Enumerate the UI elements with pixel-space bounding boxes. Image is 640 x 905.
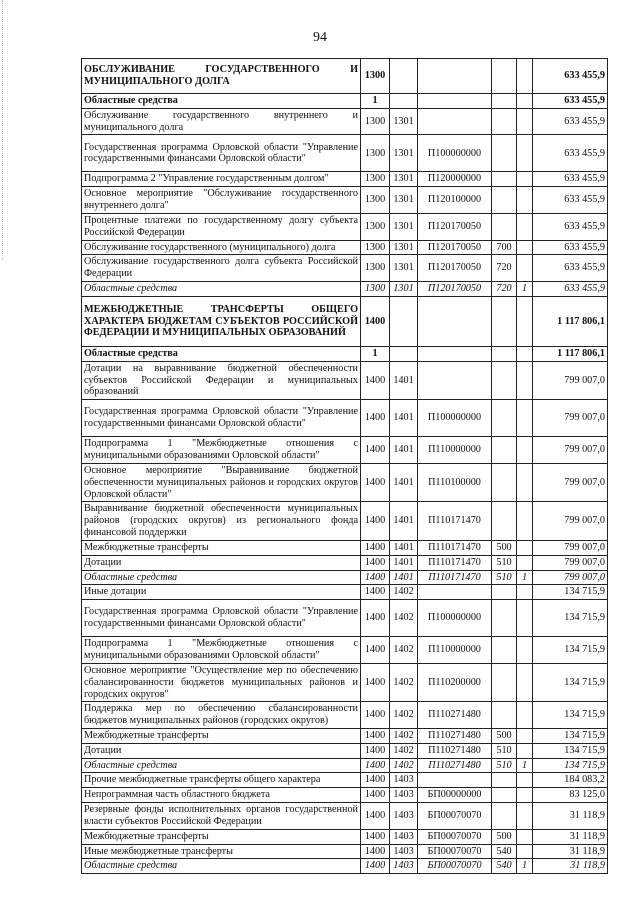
- subsection-code: 1301: [390, 172, 418, 187]
- subsection-code: 1402: [390, 743, 418, 758]
- table-row: [82, 773, 608, 788]
- target-article-code: П110100000: [418, 463, 492, 501]
- funding-source-code: [517, 59, 533, 94]
- amount: 633 455,9: [533, 94, 608, 109]
- amount: 31 118,9: [533, 803, 608, 830]
- subsection-code: 1301: [390, 187, 418, 214]
- table-row: [82, 844, 608, 859]
- section-code: 1400: [361, 555, 390, 570]
- expense-type-code: [492, 463, 517, 501]
- expense-type-code: 720: [492, 255, 517, 282]
- table-row: [82, 187, 608, 214]
- section-code: 1300: [361, 255, 390, 282]
- row-name: Подпрограмма 1 "Межбюджетные отношения с муниципальными образованиями Орловской области": [82, 637, 361, 664]
- table-row: [82, 702, 608, 729]
- target-article-code: П110171470: [418, 555, 492, 570]
- row-name: Подпрограмма 2 "Управление государственным долгом": [82, 172, 361, 187]
- table-row: [82, 255, 608, 282]
- table-row: [82, 59, 608, 94]
- subsection-code: 1401: [390, 400, 418, 437]
- subsection-code: 1402: [390, 702, 418, 729]
- row-name: Областные средства: [82, 346, 361, 361]
- section-code: 1400: [361, 437, 390, 464]
- target-article-code: П110271480: [418, 743, 492, 758]
- target-article-code: П120170050: [418, 213, 492, 240]
- expense-type-code: 510: [492, 743, 517, 758]
- row-name: Основное мероприятие "Осуществление мер по обеспечению сбалансированности бюджетов муниципальных районов и городских округов": [82, 663, 361, 701]
- section-code: 1: [361, 346, 390, 361]
- row-name: Дотации: [82, 555, 361, 570]
- amount: 799 007,0: [533, 361, 608, 399]
- funding-source-code: [517, 172, 533, 187]
- expense-type-code: [492, 663, 517, 701]
- subsection-code: 1401: [390, 570, 418, 585]
- expense-type-code: [492, 346, 517, 361]
- amount: 799 007,0: [533, 437, 608, 464]
- subsection-code: 1402: [390, 758, 418, 773]
- subsection-code: 1403: [390, 788, 418, 803]
- subsection-code: 1402: [390, 728, 418, 743]
- expense-type-code: 500: [492, 728, 517, 743]
- subsection-code: 1401: [390, 502, 418, 540]
- subsection-code: 1401: [390, 463, 418, 501]
- funding-source-code: [517, 108, 533, 135]
- amount: 83 125,0: [533, 788, 608, 803]
- funding-source-code: [517, 255, 533, 282]
- target-article-code: П120100000: [418, 187, 492, 214]
- target-article-code: [418, 361, 492, 399]
- amount: 799 007,0: [533, 570, 608, 585]
- table-row: [82, 637, 608, 664]
- funding-source-code: [517, 788, 533, 803]
- funding-source-code: [517, 361, 533, 399]
- funding-source-code: [517, 540, 533, 555]
- subsection-code: 1401: [390, 361, 418, 399]
- subsection-code: 1301: [390, 108, 418, 135]
- target-article-code: П120170050: [418, 282, 492, 297]
- amount: 633 455,9: [533, 240, 608, 255]
- amount: 633 455,9: [533, 135, 608, 172]
- funding-source-code: 1: [517, 859, 533, 874]
- subsection-code: 1301: [390, 213, 418, 240]
- target-article-code: БП00070070: [418, 829, 492, 844]
- amount: 1 117 806,1: [533, 346, 608, 361]
- amount: 31 118,9: [533, 829, 608, 844]
- amount: 134 715,9: [533, 663, 608, 701]
- row-name: Иные дотации: [82, 585, 361, 600]
- row-name: Дотации на выравнивание бюджетной обеспеченности субъектов Российской Федерации и муниципальных образований: [82, 361, 361, 399]
- funding-source-code: [517, 702, 533, 729]
- expense-type-code: [492, 172, 517, 187]
- target-article-code: П120170050: [418, 240, 492, 255]
- section-code: 1400: [361, 773, 390, 788]
- amount: 31 118,9: [533, 844, 608, 859]
- funding-source-code: [517, 296, 533, 346]
- funding-source-code: [517, 187, 533, 214]
- target-article-code: П110271480: [418, 702, 492, 729]
- row-name: Государственная программа Орловской области "Управление государственными финансами Орловской области": [82, 400, 361, 437]
- section-code: 1400: [361, 361, 390, 399]
- subsection-code: [390, 94, 418, 109]
- section-code: 1400: [361, 540, 390, 555]
- row-name: Областные средства: [82, 570, 361, 585]
- row-name: ОБСЛУЖИВАНИЕ ГОСУДАРСТВЕННОГО И МУНИЦИПАЛЬНОГО ДОЛГА: [82, 59, 361, 94]
- expense-type-code: 510: [492, 570, 517, 585]
- budget-table: [81, 58, 608, 874]
- row-name: Областные средства: [82, 758, 361, 773]
- row-name: Областные средства: [82, 94, 361, 109]
- funding-source-code: 1: [517, 570, 533, 585]
- expense-type-code: [492, 361, 517, 399]
- row-name: Выравнивание бюджетной обеспеченности муниципальных районов (городских округов) из регионального фонда финансовой поддержки: [82, 502, 361, 540]
- target-article-code: П110171470: [418, 570, 492, 585]
- funding-source-code: [517, 437, 533, 464]
- expense-type-code: 720: [492, 282, 517, 297]
- target-article-code: П120170050: [418, 255, 492, 282]
- table-row: [82, 803, 608, 830]
- table-row: [82, 502, 608, 540]
- row-name: Основное мероприятие "Выравнивание бюджетной обеспеченности муниципальных районов и городских округов Орловской области": [82, 463, 361, 501]
- expense-type-code: [492, 187, 517, 214]
- funding-source-code: [517, 844, 533, 859]
- target-article-code: П100000000: [418, 400, 492, 437]
- target-article-code: [418, 346, 492, 361]
- row-name: Основное мероприятие "Обслуживание государственного внутреннего долга": [82, 187, 361, 214]
- table-row: [82, 728, 608, 743]
- amount: 1 117 806,1: [533, 296, 608, 346]
- amount: 633 455,9: [533, 255, 608, 282]
- table-row: [82, 585, 608, 600]
- amount: 799 007,0: [533, 555, 608, 570]
- funding-source-code: [517, 600, 533, 637]
- subsection-code: [390, 346, 418, 361]
- section-code: 1300: [361, 240, 390, 255]
- section-code: 1400: [361, 728, 390, 743]
- section-code: 1400: [361, 859, 390, 874]
- table-row: [82, 400, 608, 437]
- funding-source-code: [517, 502, 533, 540]
- table-row: [82, 600, 608, 637]
- row-name: Межбюджетные трансферты: [82, 728, 361, 743]
- subsection-code: 1402: [390, 637, 418, 664]
- target-article-code: [418, 585, 492, 600]
- expense-type-code: [492, 585, 517, 600]
- table-row: [82, 463, 608, 501]
- expense-type-code: [492, 296, 517, 346]
- subsection-code: [390, 296, 418, 346]
- amount: 633 455,9: [533, 59, 608, 94]
- funding-source-code: [517, 743, 533, 758]
- funding-source-code: [517, 555, 533, 570]
- row-name: Прочие межбюджетные трансферты общего характера: [82, 773, 361, 788]
- target-article-code: П110200000: [418, 663, 492, 701]
- subsection-code: 1301: [390, 135, 418, 172]
- section-code: 1400: [361, 400, 390, 437]
- expense-type-code: 500: [492, 829, 517, 844]
- target-article-code: [418, 59, 492, 94]
- target-article-code: П100000000: [418, 135, 492, 172]
- table-row: [82, 240, 608, 255]
- expense-type-code: [492, 400, 517, 437]
- row-name: Обслуживание государственного долга субъекта Российской Федерации: [82, 255, 361, 282]
- expense-type-code: [492, 59, 517, 94]
- subsection-code: 1403: [390, 859, 418, 874]
- subsection-code: 1401: [390, 437, 418, 464]
- row-name: Обслуживание государственного (муниципального) долга: [82, 240, 361, 255]
- amount: 134 715,9: [533, 600, 608, 637]
- table-row: [82, 743, 608, 758]
- funding-source-code: [517, 463, 533, 501]
- expense-type-code: [492, 108, 517, 135]
- section-code: 1400: [361, 702, 390, 729]
- subsection-code: 1301: [390, 240, 418, 255]
- funding-source-code: [517, 346, 533, 361]
- row-name: Дотации: [82, 743, 361, 758]
- row-name: Межбюджетные трансферты: [82, 829, 361, 844]
- funding-source-code: [517, 637, 533, 664]
- expense-type-code: 510: [492, 758, 517, 773]
- amount: 633 455,9: [533, 172, 608, 187]
- row-name: Непрограммная часть областного бюджета: [82, 788, 361, 803]
- row-name: Подпрограмма 1 "Межбюджетные отношения с муниципальными образованиями Орловской области": [82, 437, 361, 464]
- target-article-code: П120000000: [418, 172, 492, 187]
- amount: 799 007,0: [533, 463, 608, 501]
- expense-type-code: 510: [492, 555, 517, 570]
- table-row: [82, 570, 608, 585]
- target-article-code: [418, 773, 492, 788]
- expense-type-code: [492, 502, 517, 540]
- target-article-code: П100000000: [418, 600, 492, 637]
- subsection-code: 1301: [390, 255, 418, 282]
- target-article-code: П110000000: [418, 437, 492, 464]
- section-code: 1300: [361, 282, 390, 297]
- row-name: Межбюджетные трансферты: [82, 540, 361, 555]
- amount: 184 083,2: [533, 773, 608, 788]
- target-article-code: П110000000: [418, 637, 492, 664]
- expense-type-code: [492, 94, 517, 109]
- target-article-code: БП00070070: [418, 844, 492, 859]
- table-row: [82, 829, 608, 844]
- table-row: [82, 108, 608, 135]
- row-name: Государственная программа Орловской области "Управление государственными финансами Орловской области": [82, 600, 361, 637]
- section-code: 1400: [361, 663, 390, 701]
- page-number: 94: [313, 30, 327, 45]
- amount: 799 007,0: [533, 502, 608, 540]
- subsection-code: 1403: [390, 829, 418, 844]
- expense-type-code: 700: [492, 240, 517, 255]
- amount: 633 455,9: [533, 187, 608, 214]
- subsection-code: 1403: [390, 844, 418, 859]
- subsection-code: 1401: [390, 540, 418, 555]
- table-row: [82, 296, 608, 346]
- target-article-code: П110171470: [418, 502, 492, 540]
- row-name: Областные средства: [82, 282, 361, 297]
- funding-source-code: [517, 213, 533, 240]
- row-name: Поддержка мер по обеспечению сбалансированности бюджетов муниципальных районов (городских округов): [82, 702, 361, 729]
- funding-source-code: [517, 400, 533, 437]
- table-row: [82, 94, 608, 109]
- table-row: [82, 555, 608, 570]
- section-code: 1400: [361, 758, 390, 773]
- subsection-code: 1403: [390, 803, 418, 830]
- expense-type-code: [492, 788, 517, 803]
- expense-type-code: [492, 803, 517, 830]
- section-code: 1400: [361, 829, 390, 844]
- expense-type-code: [492, 135, 517, 172]
- table-row: [82, 758, 608, 773]
- funding-source-code: [517, 728, 533, 743]
- target-article-code: [418, 108, 492, 135]
- target-article-code: БП00070070: [418, 803, 492, 830]
- target-article-code: БП00000000: [418, 788, 492, 803]
- amount: 134 715,9: [533, 702, 608, 729]
- target-article-code: П110171470: [418, 540, 492, 555]
- amount: 633 455,9: [533, 108, 608, 135]
- section-code: 1300: [361, 213, 390, 240]
- expense-type-code: [492, 600, 517, 637]
- section-code: 1400: [361, 743, 390, 758]
- amount: 134 715,9: [533, 758, 608, 773]
- subsection-code: 1402: [390, 663, 418, 701]
- funding-source-code: [517, 135, 533, 172]
- expense-type-code: [492, 213, 517, 240]
- target-article-code: П110271480: [418, 758, 492, 773]
- subsection-code: 1401: [390, 555, 418, 570]
- funding-source-code: 1: [517, 758, 533, 773]
- expense-type-code: 540: [492, 859, 517, 874]
- table-row: [82, 540, 608, 555]
- section-code: 1300: [361, 135, 390, 172]
- expense-type-code: [492, 637, 517, 664]
- section-code: 1400: [361, 296, 390, 346]
- section-code: 1300: [361, 187, 390, 214]
- section-code: 1: [361, 94, 390, 109]
- section-code: 1400: [361, 570, 390, 585]
- table-row: [82, 135, 608, 172]
- subsection-code: 1403: [390, 773, 418, 788]
- funding-source-code: 1: [517, 282, 533, 297]
- section-code: 1400: [361, 788, 390, 803]
- expense-type-code: [492, 702, 517, 729]
- table-row: [82, 788, 608, 803]
- section-code: 1400: [361, 502, 390, 540]
- section-code: 1300: [361, 59, 390, 94]
- section-code: 1300: [361, 108, 390, 135]
- table-row: [82, 282, 608, 297]
- section-code: 1400: [361, 463, 390, 501]
- amount: 799 007,0: [533, 400, 608, 437]
- section-code: 1300: [361, 172, 390, 187]
- table-row: [82, 663, 608, 701]
- amount: 31 118,9: [533, 859, 608, 874]
- row-name: Государственная программа Орловской области "Управление государственными финансами Орловской области": [82, 135, 361, 172]
- section-code: 1400: [361, 600, 390, 637]
- expense-type-code: 540: [492, 844, 517, 859]
- funding-source-code: [517, 585, 533, 600]
- subsection-code: 1402: [390, 600, 418, 637]
- section-code: 1400: [361, 637, 390, 664]
- amount: 134 715,9: [533, 585, 608, 600]
- table-row: [82, 361, 608, 399]
- row-name: МЕЖБЮДЖЕТНЫЕ ТРАНСФЕРТЫ ОБЩЕГО ХАРАКТЕРА БЮДЖЕТАМ СУБЪЕКТОВ РОССИЙСКОЙ ФЕДЕРАЦИИ И МУНИЦИПАЛЬНЫХ ОБРАЗОВАНИЙ: [82, 296, 361, 346]
- table-row: [82, 437, 608, 464]
- target-article-code: П110271480: [418, 728, 492, 743]
- amount: 799 007,0: [533, 540, 608, 555]
- row-name: Областные средства: [82, 859, 361, 874]
- row-name: Процентные платежи по государственному долгу субъекта Российской Федерации: [82, 213, 361, 240]
- amount: 633 455,9: [533, 213, 608, 240]
- funding-source-code: [517, 240, 533, 255]
- table-row: [82, 213, 608, 240]
- amount: 134 715,9: [533, 637, 608, 664]
- section-code: 1400: [361, 585, 390, 600]
- funding-source-code: [517, 94, 533, 109]
- section-code: 1400: [361, 803, 390, 830]
- target-article-code: [418, 94, 492, 109]
- table-row: [82, 172, 608, 187]
- subsection-code: 1402: [390, 585, 418, 600]
- row-name: Иные межбюджетные трансферты: [82, 844, 361, 859]
- table-row: [82, 346, 608, 361]
- row-name: Обслуживание государственного внутреннего и муниципального долга: [82, 108, 361, 135]
- funding-source-code: [517, 773, 533, 788]
- row-name: Резервные фонды исполнительных органов государственной власти субъектов Российской Федерации: [82, 803, 361, 830]
- funding-source-code: [517, 803, 533, 830]
- subsection-code: 1301: [390, 282, 418, 297]
- subsection-code: [390, 59, 418, 94]
- amount: 134 715,9: [533, 728, 608, 743]
- expense-type-code: 500: [492, 540, 517, 555]
- funding-source-code: [517, 829, 533, 844]
- amount: 633 455,9: [533, 282, 608, 297]
- section-code: 1400: [361, 844, 390, 859]
- target-article-code: [418, 296, 492, 346]
- funding-source-code: [517, 663, 533, 701]
- target-article-code: БП00070070: [418, 859, 492, 874]
- expense-type-code: [492, 773, 517, 788]
- expense-type-code: [492, 437, 517, 464]
- amount: 134 715,9: [533, 743, 608, 758]
- table-row: [82, 859, 608, 874]
